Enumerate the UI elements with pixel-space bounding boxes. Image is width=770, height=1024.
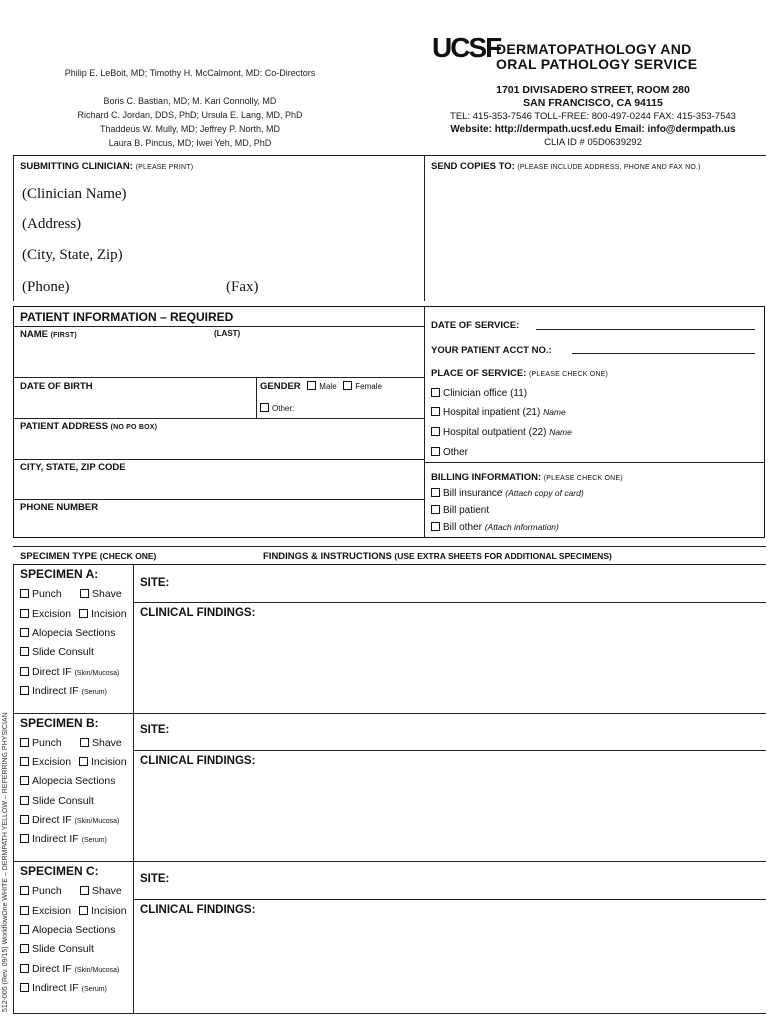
phone-number-label: PHONE NUMBER [20,502,99,513]
divider [13,564,14,1014]
specimen-a-site-label: SITE: [140,577,170,589]
dob-label: DATE OF BIRTH [20,381,93,392]
specimen-a-title: SPECIMEN A: [20,567,99,581]
clinician-phone-field[interactable]: (Phone) [22,279,70,295]
divider [424,155,425,301]
specimen-a-direct-if-checkbox[interactable]: Direct IF (Skin/Mucosa) [20,666,119,678]
specimen-b-punch-checkbox[interactable]: Punch [20,737,62,749]
specimen-c-incision-checkbox[interactable]: Incision [79,905,127,917]
specimen-c-clinical-findings-label: CLINICAL FINDINGS: [140,904,256,916]
place-clinician-office-checkbox[interactable]: Clinician office (11) [431,388,527,399]
divider [13,861,766,862]
place-hospital-inpatient-checkbox[interactable]: Hospital inpatient (21) Name [431,407,566,418]
bill-patient-checkbox[interactable]: Bill patient [431,505,489,516]
staff-list [20,94,360,150]
patient-acct-field[interactable] [572,353,755,354]
specimen-c-alopecia-checkbox[interactable]: Alopecia Sections [20,924,115,936]
clinician-fax-field[interactable]: (Fax) [226,279,259,295]
divider [13,326,424,327]
specimen-a-punch-checkbox[interactable]: Punch [20,588,62,600]
website-email: Website: http://dermpath.ucsf.edu Email: info@dermpath.us [450,124,736,135]
divider [13,418,424,419]
bill-insurance-checkbox[interactable]: Bill insurance (Attach copy of card) [431,488,584,499]
specimen-c-indirect-if-checkbox[interactable]: Indirect IF (Serum) [20,982,107,994]
findings-instructions-label: FINDINGS & INSTRUCTIONS (USE EXTRA SHEETS FOR ADDITIONAL SPECIMENS) [263,551,612,562]
service-line-2: ORAL PATHOLOGY SERVICE [496,56,698,72]
specimen-b-title: SPECIMEN B: [20,716,99,730]
ucsf-logo: UCSF [432,32,501,63]
specimen-c-direct-if-checkbox[interactable]: Direct IF (Skin/Mucosa) [20,963,119,975]
staff-line: Laura B. Pincus, MD; Iwei Yeh, MD, PhD [108,138,272,148]
specimen-a-incision-checkbox[interactable]: Incision [79,608,127,620]
specimen-c-punch-checkbox[interactable]: Punch [20,885,62,897]
divider [13,155,766,156]
last-name-label: (LAST) [214,329,241,338]
specimen-b-indirect-if-checkbox[interactable]: Indirect IF (Serum) [20,833,107,845]
clinician-name-field[interactable]: (Clinician Name) [22,186,127,202]
specimen-b-site-label: SITE: [140,724,170,736]
divider [424,462,765,463]
divider [13,1013,766,1014]
service-line-1: DERMATOPATHOLOGY AND [496,41,692,57]
divider [133,750,766,751]
name-label: NAME (FIRST) [20,329,77,340]
specimen-b-clinical-findings-label: CLINICAL FINDINGS: [140,755,256,767]
service-name [496,42,697,72]
divider [256,377,257,418]
divider [424,306,425,538]
specimen-c-slide-consult-checkbox[interactable]: Slide Consult [20,943,94,955]
city-state-zip-label: CITY, STATE, ZIP CODE [20,462,126,473]
specimen-b-alopecia-checkbox[interactable]: Alopecia Sections [20,775,115,787]
clia-id: CLIA ID # 05D0639292 [544,137,642,148]
patient-address-label: PATIENT ADDRESS (NO PO BOX) [20,421,158,432]
street-address: 1701 DIVISADERO STREET, ROOM 280 [496,84,690,96]
bill-other-checkbox[interactable]: Bill other (Attach information) [431,522,559,533]
specimen-b-slide-consult-checkbox[interactable]: Slide Consult [20,795,94,807]
specimen-b-shave-checkbox[interactable]: Shave [80,737,122,749]
specimen-a-slide-consult-checkbox[interactable]: Slide Consult [20,646,94,658]
divider [13,459,424,460]
gender-male-checkbox[interactable]: Male [307,382,336,391]
place-other-checkbox[interactable]: Other [431,447,468,458]
divider [13,155,14,301]
specimen-c-excision-checkbox[interactable]: Excision [20,905,71,917]
gender-label: GENDER Male Female [260,381,382,392]
specimen-type-label: SPECIMEN TYPE (CHECK ONE) [20,551,157,562]
divider [133,899,766,900]
staff-line: Richard C. Jordan, DDS, PhD; Ursula E. Lang, MD, PhD [77,110,303,120]
specimen-a-clinical-findings-label: CLINICAL FINDINGS: [140,607,256,619]
specimen-c-title: SPECIMEN C: [20,864,99,878]
divider [13,564,766,565]
divider [13,546,766,547]
submitting-clinician-label: SUBMITTING CLINICIAN: (PLEASE PRINT) [20,161,194,172]
specimen-a-shave-checkbox[interactable]: Shave [80,588,122,600]
specimen-a-excision-checkbox[interactable]: Excision [20,608,71,620]
co-directors: Philip E. LeBoit, MD; Timothy H. McCalmont, MD: Co-Directors [64,68,316,78]
staff-line: Boris C. Bastian, MD; M. Kari Connolly, MD [103,96,277,106]
patient-acct-label: YOUR PATIENT ACCT NO.: [431,345,552,356]
specimen-c-site-label: SITE: [140,873,170,885]
billing-info-label: BILLING INFORMATION: (PLEASE CHECK ONE) [431,472,623,483]
specimen-c-shave-checkbox[interactable]: Shave [80,885,122,897]
specimen-b-excision-checkbox[interactable]: Excision [20,756,71,768]
date-of-service-field[interactable] [536,329,755,330]
patient-info-title: PATIENT INFORMATION – REQUIRED [20,310,234,324]
phone-numbers: TEL: 415-353-7546 TOLL-FREE: 800-497-0244 FAX: 415-353-7543 [450,111,736,122]
gender-other-checkbox[interactable]: Other: [260,403,294,413]
specimen-b-direct-if-checkbox[interactable]: Direct IF (Skin/Mucosa) [20,814,119,826]
date-of-service-label: DATE OF SERVICE: [431,320,520,331]
divider [133,602,766,603]
divider [13,499,424,500]
divider [13,713,766,714]
staff-line: Thaddeus W. Mully, MD; Jeffrey P. North, MD [99,124,281,134]
clinician-city-field[interactable]: (City, State, Zip) [22,247,123,263]
gender-female-checkbox[interactable]: Female [343,382,382,391]
specimen-b-incision-checkbox[interactable]: Incision [79,756,127,768]
city-address: SAN FRANCISCO, CA 94115 [523,97,663,109]
place-of-service-label: PLACE OF SERVICE: (PLEASE CHECK ONE) [431,368,609,379]
clinician-address-field[interactable]: (Address) [22,216,82,232]
divider [133,564,134,1014]
divider [13,377,424,378]
contact-block [414,84,770,149]
send-copies-label: SEND COPIES TO: (PLEASE INCLUDE ADDRESS, PHONE AND FAX NO.) [431,161,701,172]
specimen-a-indirect-if-checkbox[interactable]: Indirect IF (Serum) [20,685,107,697]
place-hospital-outpatient-checkbox[interactable]: Hospital outpatient (22) Name [431,427,572,438]
form-number-sidebar: 512-005 (Rev. 09/15) WorkflowOne WHITE – DERMPATH YELLOW – REFERRING PHYSICIAN [2,712,9,1012]
specimen-a-alopecia-checkbox[interactable]: Alopecia Sections [20,627,115,639]
